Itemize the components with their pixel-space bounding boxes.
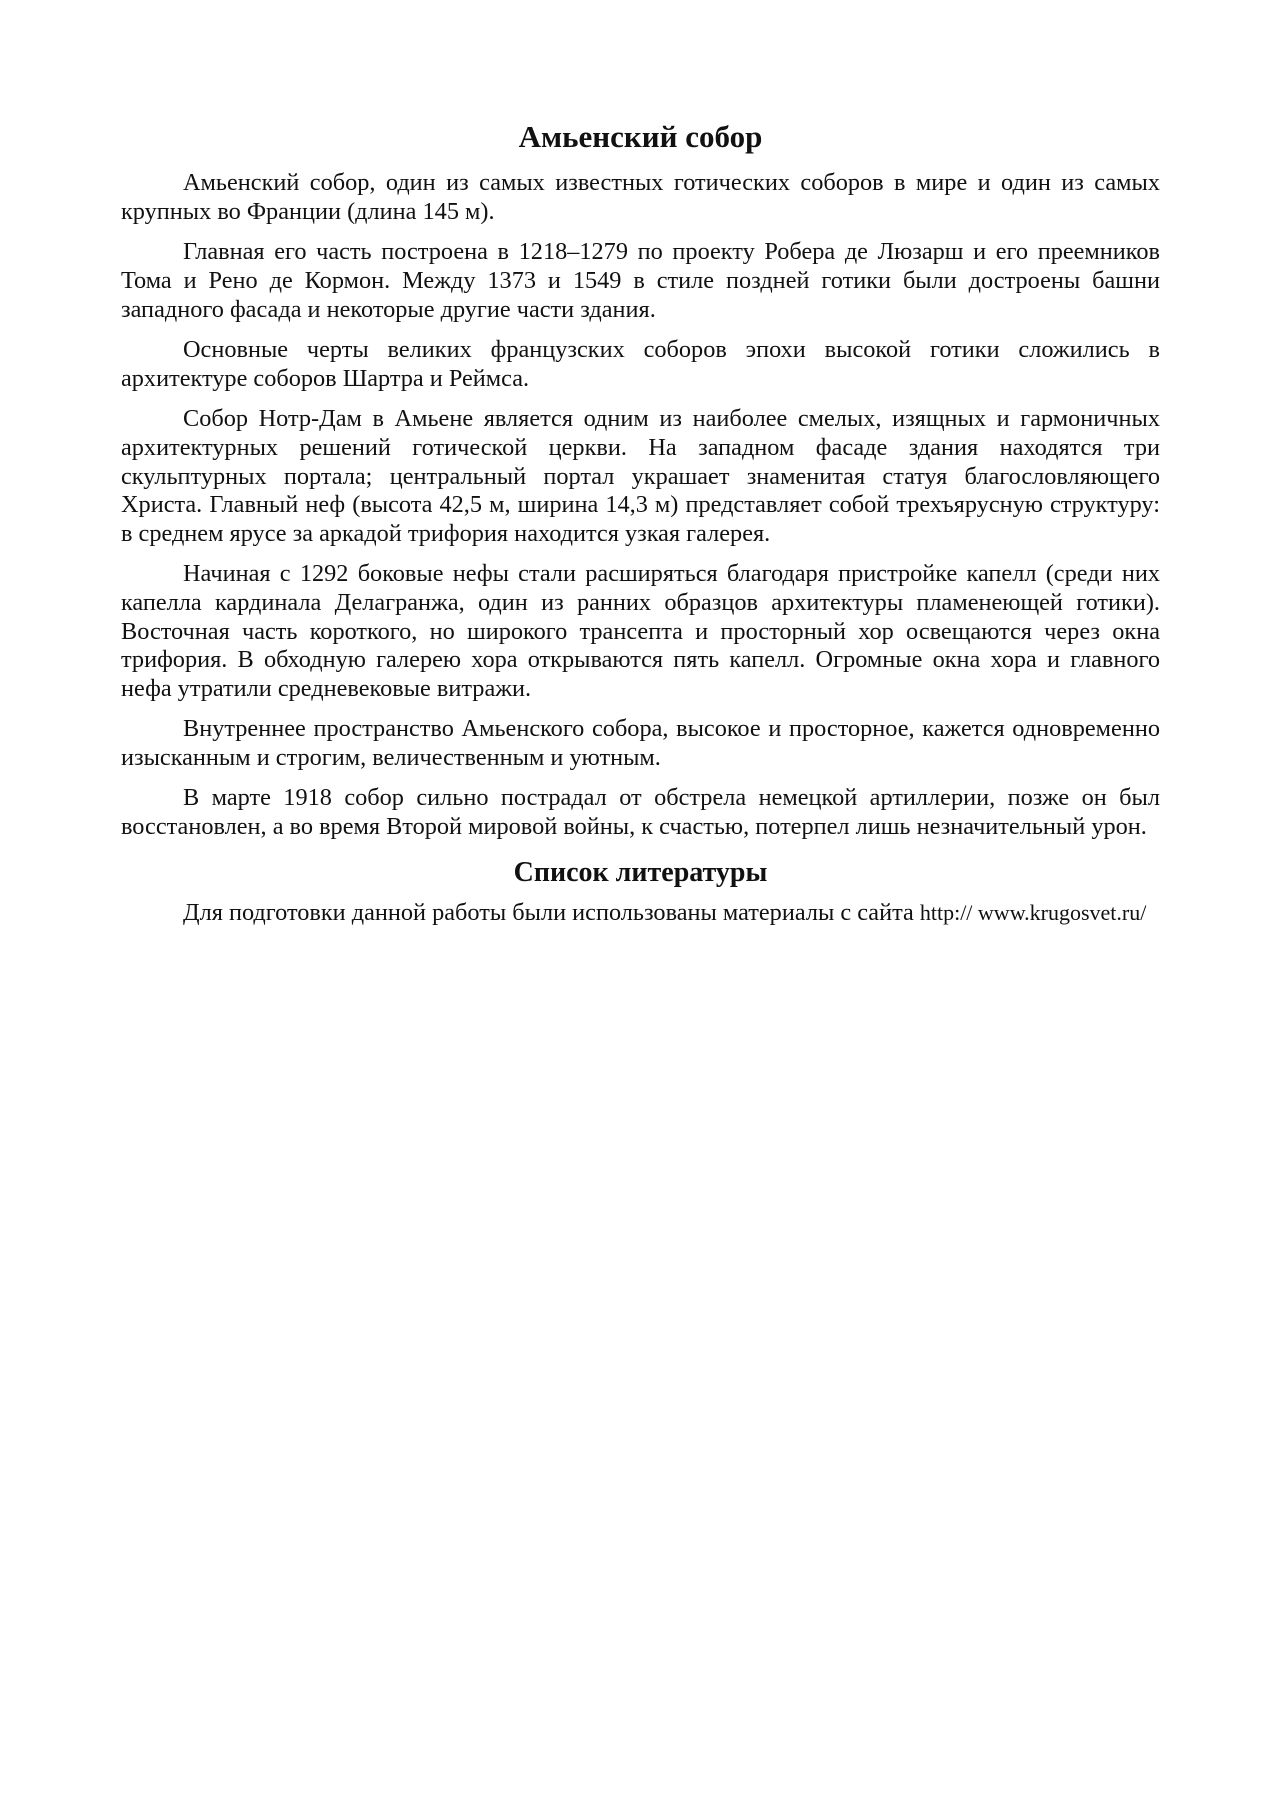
references-paragraph [121,899,1160,928]
references-text: Для подготовки данной работы были использованы материалы с сайта [183,899,914,927]
references-heading: Список литературы [513,856,768,888]
document-page [121,118,1160,940]
paragraph-1: Амьенский собор, один из самых известных готических соборов в мире и один из самых крупных во Франции (длина 145 м). [121,169,1160,225]
paragraph-5: Начиная с 1292 боковые нефы стали расширяться благодаря пристройке капелл (среди них капелла кардинала Делагранжа, один из ранних образцов архитектуры пламенеющей готики). Восточная часть короткого, но широкого трансепта и просторный хор освещаются через окна трифория. В обходную галерею хора открываются пять капелл. Огромные окна хора и главного нефа утратили средневековые витражи. [121,560,1160,702]
paragraph-4: Собор Нотр-Дам в Амьене является одним из наиболее смелых, изящных и гармоничных архитектурных решений готической церкви. На западном фасаде здания находятся три скульптурных портала; центральный портал украшает знаменитая статуя благословляющего Христа. Главный неф (высота 42,5 м, ширина 14,3 м) представляет собой трехъярусную структуру: в среднем ярусе за аркадой трифория находится узкая галерея. [121,405,1160,547]
document-title: Амьенский собор [518,119,763,154]
paragraph-2: Главная его часть построена в 1218–1279 по проекту Робера де Люзарш и его преемников Тома и Рено де Кормон. Между 1373 и 1549 в стиле поздней готики были достроены башни западного фасада и некоторые другие части здания. [121,238,1160,323]
paragraph-3: Основные черты великих французских соборов эпохи высокой готики сложились в архитектуре соборов Шартра и Реймса. [121,336,1160,392]
references-url: http:// www.krugosvet.ru/ [919,900,1147,926]
paragraph-6: Внутреннее пространство Амьенского собора, высокое и просторное, кажется одновременно изысканным и строгим, величественным и уютным. [121,715,1160,771]
paragraph-7: В марте 1918 собор сильно пострадал от обстрела немецкой артиллерии, позже он был восстановлен, а во время Второй мировой войны, к счастью, потерпел лишь незначительный урон. [121,784,1160,841]
